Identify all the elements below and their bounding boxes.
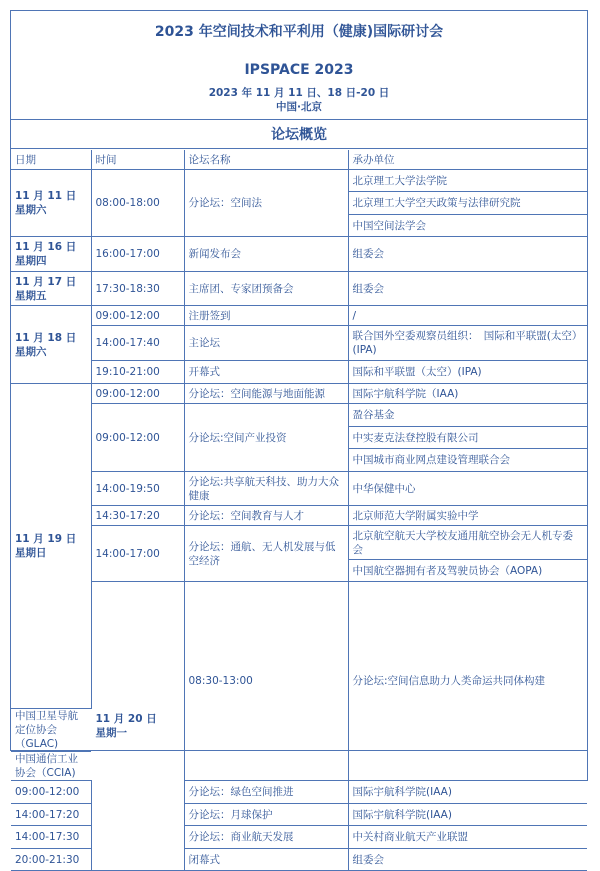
organizer-cell: 中国城市商业网点建设管理联合会	[348, 449, 587, 472]
event-name: IPSPACE 2023	[244, 62, 354, 78]
weekday-text: 星期五	[15, 289, 47, 302]
organizer-cell: 组委会	[348, 237, 587, 272]
organizer-cell: 中华保健中心	[348, 472, 587, 506]
weekday-text: 星期六	[15, 345, 47, 358]
time-cell: 08:00-18:00	[91, 170, 184, 237]
column-header-date: 日期	[11, 150, 91, 170]
time-cell: 09:00-12:00	[11, 781, 91, 804]
weekday-text: 星期六	[15, 204, 47, 216]
time-cell: 14:00-17:20	[11, 804, 91, 826]
document-title: 2023 年空间技术和平利用（健康)国际研讨会	[154, 24, 444, 40]
table-row	[11, 306, 587, 326]
organizer-cell: 国际宇航科学院(IAA)	[348, 781, 587, 804]
organizer-cell: 国际和平联盟（太空）(IPA)	[348, 361, 587, 384]
schedule-table	[11, 150, 587, 871]
time-cell: 20:00-21:30	[11, 849, 91, 871]
forum-cell: 开幕式	[184, 361, 348, 384]
table-row	[11, 170, 587, 192]
organizer-cell: 联合国外空委观察员组织： 国际和平联盟(太空）(IPA)	[348, 326, 587, 361]
time-cell: 09:00-12:00	[91, 384, 184, 404]
forum-cell: 分论坛：商业航天发展	[184, 826, 348, 849]
date-text: 11 月 11 日	[15, 190, 77, 202]
time-cell: 14:00-19:50	[91, 472, 184, 506]
organizer-cell: 北京理工大学空天政策与法律研究院	[348, 192, 587, 215]
organizer-cell: 北京师范大学附属实验中学	[348, 506, 587, 526]
date-cell	[11, 306, 91, 384]
table-row	[11, 237, 587, 272]
date-cell	[11, 237, 91, 272]
forum-cell: 分论坛：绿色空间推进	[184, 781, 348, 804]
forum-cell: 分论坛:空间信息助力人类命运共同体构建	[348, 582, 587, 781]
organizer-cell: 组委会	[348, 849, 587, 871]
table-row	[11, 404, 587, 427]
table-row	[11, 506, 587, 526]
table-row	[11, 526, 587, 560]
table-row	[11, 326, 587, 361]
time-cell: 14:00-17:30	[11, 826, 91, 849]
forum-cell: 分论坛：空间教育与人才	[184, 506, 348, 526]
time-cell: 14:30-17:20	[91, 506, 184, 526]
table-row	[11, 582, 587, 709]
time-cell: 16:00-17:00	[91, 237, 184, 272]
time-cell: 09:00-12:00	[91, 404, 184, 472]
date-cell	[11, 384, 91, 709]
date-text: 11 月 20 日	[95, 713, 157, 725]
table-row	[11, 361, 587, 384]
forum-cell: 分论坛：月球保护	[184, 804, 348, 826]
table-row	[11, 384, 587, 404]
time-cell: 09:00-12:00	[91, 306, 184, 326]
organizer-cell: 国际宇航科学院（IAA)	[348, 384, 587, 404]
event-location: 中国·北京	[276, 101, 322, 113]
table-row	[11, 472, 587, 506]
organizer-cell: 中国卫星导航定位协会（GLAC)	[11, 709, 91, 752]
forum-cell: 分论坛:空间产业投资	[184, 404, 348, 472]
event-dates: 2023 年 11 月 11 日、18 日-20 日	[208, 87, 390, 99]
column-header-forum: 论坛名称	[184, 150, 348, 170]
weekday-text: 星期日	[15, 547, 47, 559]
date-cell	[91, 582, 184, 871]
forum-cell: 注册签到	[184, 306, 348, 326]
column-header-organizer: 承办单位	[348, 150, 587, 170]
time-cell: 14:00-17:00	[91, 526, 184, 582]
organizer-cell: 盈谷基金	[348, 404, 587, 427]
forum-cell: 闭幕式	[184, 849, 348, 871]
schedule-document	[10, 10, 588, 866]
organizer-cell: 中国空间法学会	[348, 215, 587, 237]
table-row	[11, 272, 587, 306]
forum-cell: 分论坛：通航、无人机发展与低空经济	[184, 526, 348, 582]
date-text: 11 月 18 日	[15, 331, 77, 344]
date-cell	[11, 170, 91, 237]
date-text: 11 月 17 日	[15, 275, 77, 288]
forum-cell: 主论坛	[184, 326, 348, 361]
section-title: 论坛概览	[11, 119, 587, 149]
column-header-time: 时间	[91, 150, 184, 170]
organizer-cell: 中关村商业航天产业联盟	[348, 826, 587, 849]
time-cell: 17:30-18:30	[91, 272, 184, 306]
time-cell: 08:30-13:00	[184, 582, 348, 781]
organizer-cell: 北京航空航天大学校友通用航空协会无人机专委会	[348, 526, 587, 560]
organizer-cell: 北京理工大学法学院	[348, 170, 587, 192]
forum-cell: 分论坛：空间法	[184, 170, 348, 237]
forum-cell: 主席团、专家团预备会	[184, 272, 348, 306]
weekday-text: 星期一	[95, 727, 127, 739]
organizer-cell: 中国航空器拥有者及驾驶员协会（AOPA)	[348, 560, 587, 582]
weekday-text: 星期四	[15, 255, 47, 267]
date-text: 11 月 16 日	[15, 241, 77, 253]
table-header-row	[11, 150, 587, 170]
organizer-cell: /	[348, 306, 587, 326]
organizer-cell: 国际宇航科学院(IAA)	[348, 804, 587, 826]
time-cell: 19:10-21:00	[91, 361, 184, 384]
date-text: 11 月 19 日	[15, 533, 77, 545]
forum-cell: 分论坛:共享航天科技、助力大众健康	[184, 472, 348, 506]
organizer-cell: 中实麦克法登控股有限公司	[348, 427, 587, 449]
forum-cell: 分论坛：空间能源与地面能源	[184, 384, 348, 404]
organizer-cell: 组委会	[348, 272, 587, 306]
forum-cell: 新闻发布会	[184, 237, 348, 272]
date-cell	[11, 272, 91, 306]
time-cell: 14:00-17:40	[91, 326, 184, 361]
organizer-cell: 中国通信工业协会（CCIA)	[11, 752, 91, 781]
